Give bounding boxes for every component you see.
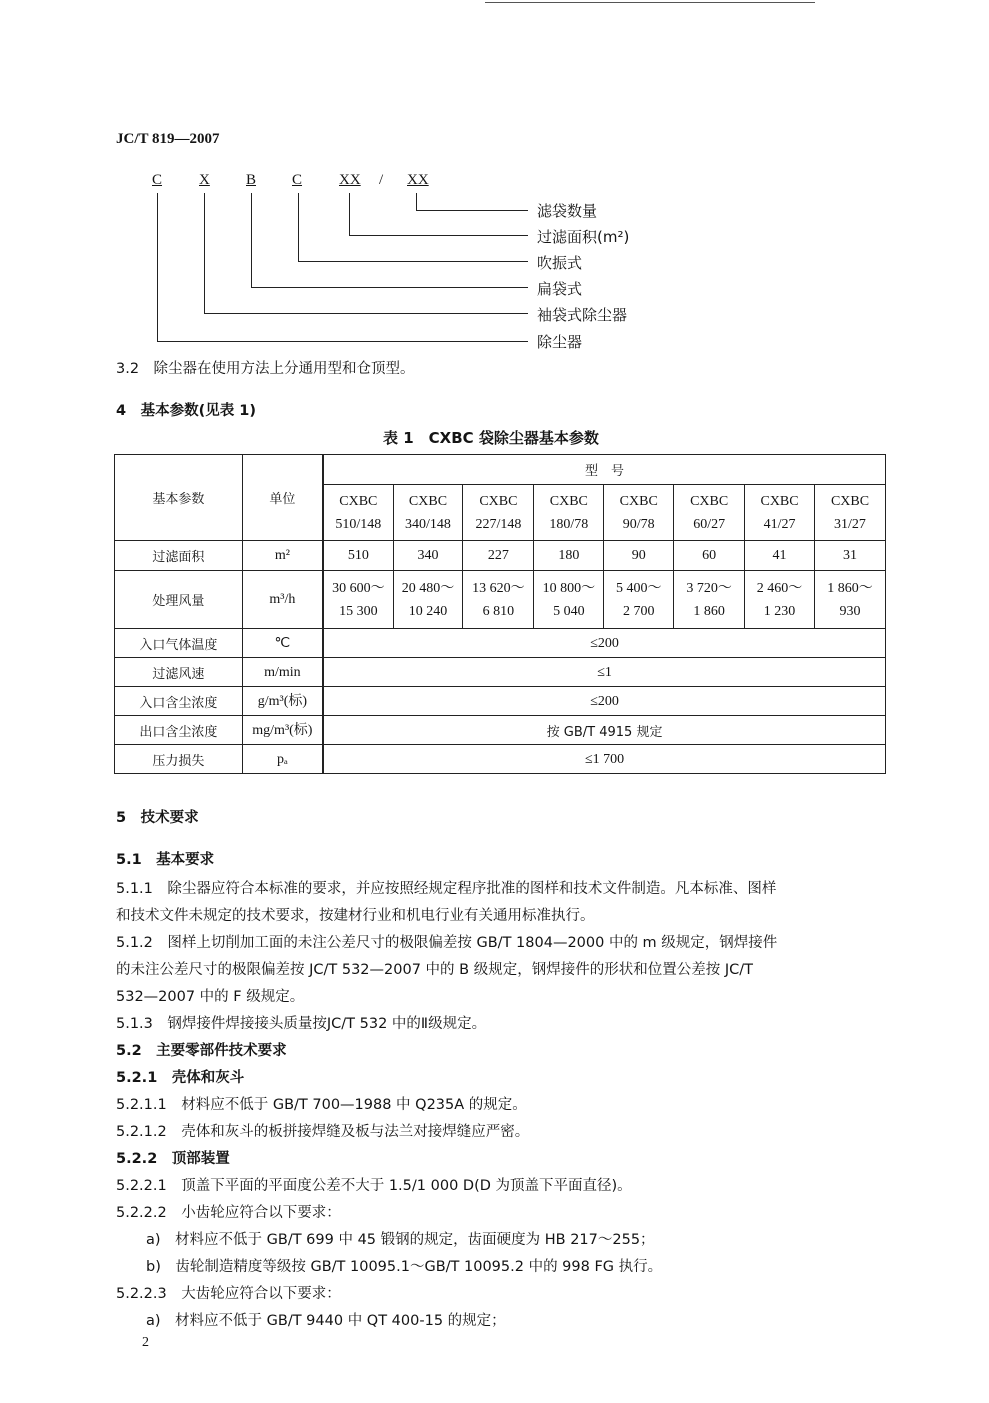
- clause-5-1-1: 5.1.1 除尘器应符合本标准的要求，并应按照经规定程序批准的图样和技术文件制造。凡本标准、图样: [116, 881, 777, 897]
- code-c2: C: [292, 172, 303, 188]
- table-row: 出口含尘浓度 mg/m³(标) 按 GB/T 4915 规定: [115, 716, 886, 745]
- code-slash: /: [379, 172, 384, 188]
- model-cell: CXBC 41/27: [745, 485, 815, 541]
- code-x: X: [199, 172, 210, 188]
- model-cell: CXBC 180/78: [534, 485, 604, 541]
- code-area: XX: [339, 172, 361, 188]
- clause-5-1-1-cont: 和技术文件未规定的技术要求，按建材行业和机电行业有关通用标准执行。: [116, 908, 595, 924]
- section-5-2-1-heading: 5.2.1 壳体和灰斗: [116, 1070, 245, 1086]
- header-model: 型 号: [323, 455, 885, 485]
- model-cell: CXBC 227/148: [463, 485, 534, 541]
- label-bag-count: 滤袋数量: [537, 202, 598, 220]
- table-row: 入口含尘浓度 g/m³(标) ≤200: [115, 687, 886, 716]
- page-number: 2: [142, 1335, 149, 1350]
- section-4-heading: 4 基本参数(见表 1): [116, 403, 256, 419]
- clause-5-1-2: 5.1.2 图样上切削加工面的未注公差尺寸的极限偏差按 GB/T 1804—2000 中的 m 级规定，钢焊接件: [116, 935, 778, 951]
- table-caption: 表 1 CXBC 袋除尘器基本参数: [383, 429, 599, 447]
- clause-5-2-2-3: 5.2.2.3 大齿轮应符合以下要求：: [116, 1286, 341, 1302]
- section-5-2-heading: 5.2 主要零部件技术要求: [116, 1043, 287, 1059]
- section-5-heading: 5 技术要求: [116, 810, 199, 826]
- clause-5-1-3: 5.1.3 钢焊接件焊接接头质量按JC/T 532 中的Ⅱ级规定。: [116, 1016, 487, 1032]
- label-filter-area: 过滤面积(m²): [537, 228, 630, 246]
- code-c1: C: [152, 172, 163, 188]
- code-bags: XX: [407, 172, 429, 188]
- label-dust-collector: 除尘器: [537, 333, 583, 351]
- model-cell: CXBC 90/78: [604, 485, 674, 541]
- clause-5-2-1-1: 5.2.1.1 材料应不低于 GB/T 700—1988 中 Q235A 的规定。: [116, 1097, 527, 1113]
- model-cell: CXBC 510/148: [323, 485, 393, 541]
- model-cell: CXBC 340/148: [393, 485, 463, 541]
- clause-5-2-2-1: 5.2.2.1 顶盖下平面的平面度公差不大于 1.5/1 000 D(D 为顶盖下平面直径)。: [116, 1178, 632, 1194]
- model-cell: CXBC 60/27: [674, 485, 745, 541]
- clause-5-1-2-cont: 的未注公差尺寸的极限偏差按 JC/T 532—2007 中的 B 级规定，钢焊接件的形状和位置公差按 JC/T: [116, 962, 753, 978]
- clause-5-1-2-cont2: 532—2007 中的 F 级规定。: [116, 989, 305, 1005]
- document-header: JC/T 819—2007: [116, 131, 220, 147]
- parameter-table: [114, 454, 886, 774]
- table-row: 压力损失 pₐ ≤1 700: [115, 745, 886, 774]
- label-flat-bag: 扁袋式: [537, 280, 583, 298]
- list-item: a) 材料应不低于 GB/T 699 中 45 锻钢的规定，齿面硬度为 HB 217～255；: [146, 1232, 655, 1248]
- clause-5-2-1-2: 5.2.1.2 壳体和灰斗的板拼接焊缝及板与法兰对接焊缝应严密。: [116, 1124, 530, 1140]
- section-5-1-heading: 5.1 基本要求: [116, 852, 215, 868]
- label-blow-vibrate: 吹振式: [537, 254, 583, 272]
- model-cell: CXBC 31/27: [815, 485, 886, 541]
- list-item: a) 材料应不低于 GB/T 9440 中 QT 400-15 的规定；: [146, 1313, 506, 1329]
- section-5-2-2-heading: 5.2.2 顶部装置: [116, 1151, 230, 1167]
- table-row: 入口气体温度 ℃ ≤200: [115, 629, 886, 658]
- table-row: 处理风量 m³/h 30 600～ 15 300 20 480～ 10 240 13 620～ 6 810 10 800～ 5 040 5 400～ 2 700 3 720～ 1 860 2 460～ 1 230 1 860～ 930: [115, 571, 886, 629]
- list-item: b) 齿轮制造精度等级按 GB/T 10095.1～GB/T 10095.2 中的 998 FG 执行。: [146, 1259, 663, 1275]
- clause-5-2-2-2: 5.2.2.2 小齿轮应符合以下要求：: [116, 1205, 341, 1221]
- header-unit: 单位: [242, 455, 323, 541]
- code-b: B: [246, 172, 257, 188]
- clause-3-2: 3.2 除尘器在使用方法上分通用型和仓顶型。: [116, 361, 415, 377]
- table-row: 过滤风速 m/min ≤1: [115, 658, 886, 687]
- table-row: 过滤面积 m² 510 340 227 180 90 60 41 31: [115, 541, 886, 571]
- top-rule: [485, 2, 815, 3]
- label-sleeve-bag-collector: 袖袋式除尘器: [537, 306, 628, 324]
- header-param: 基本参数: [115, 455, 243, 541]
